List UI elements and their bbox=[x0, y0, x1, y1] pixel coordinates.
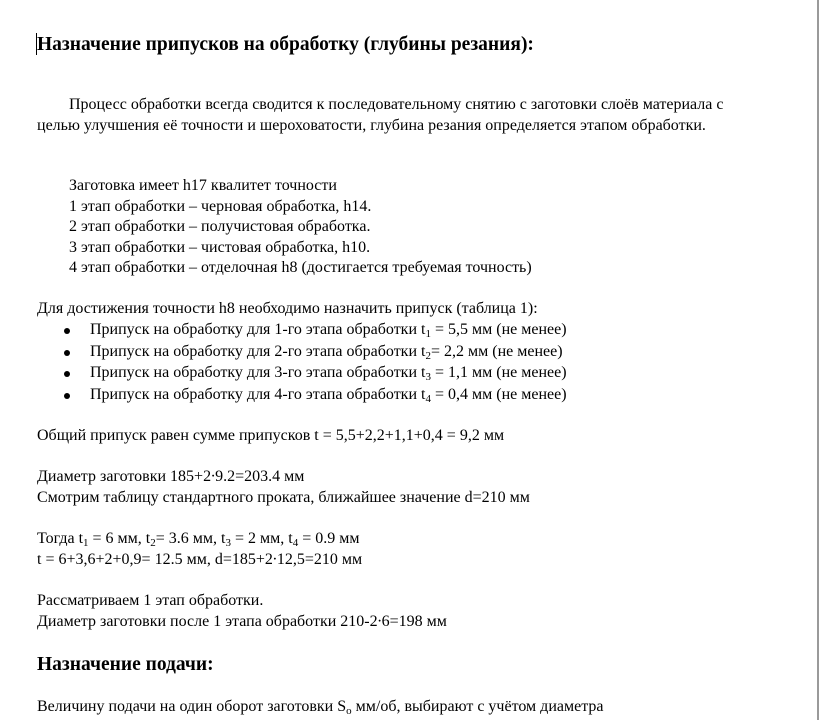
bullet-subscript: 1 bbox=[425, 328, 431, 340]
bullet-subscript: 2 bbox=[425, 349, 431, 362]
intro-paragraph bbox=[37, 95, 757, 136]
stage-blank: Заготовка имеет h17 квалитет точности bbox=[69, 177, 337, 194]
bullet-value: = 1,1 мм (не менее) bbox=[430, 364, 567, 381]
diameter-line-2: Смотрим таблицу стандартного проката, ближайшее значение d=210 мм bbox=[37, 488, 530, 506]
bullet-subscript: 3 bbox=[425, 371, 431, 383]
bullet-text: Припуск на обработку для 3-го этапа обработки t bbox=[90, 364, 426, 381]
bullet-item bbox=[37, 363, 567, 385]
diameter-block bbox=[37, 467, 530, 508]
bullet-dot-icon bbox=[64, 350, 70, 356]
stage-1: 1 этап обработки – черновая обработка, h14. bbox=[69, 197, 372, 215]
stages-list bbox=[69, 176, 532, 279]
allowance-intro: Для достижения точности h8 необходимо назначить припуск (таблица 1): bbox=[37, 300, 538, 317]
feed-subscript: o bbox=[346, 705, 352, 717]
bullet-dot-icon bbox=[64, 371, 70, 377]
allowance-bullet-list bbox=[37, 320, 567, 406]
adjusted-allowances bbox=[37, 529, 362, 570]
step-one-line-1: Рассматриваем 1 этап обработки. bbox=[37, 592, 264, 609]
adjusted-line-2: t = 6+3,6+2+0,9= 12.5 мм, d=185+2∙12,5=210 мм bbox=[37, 550, 363, 568]
section-heading-feed: Назначение подачи: bbox=[37, 654, 214, 675]
feed-text: Величину подачи на один оборот заготовки S bbox=[37, 698, 347, 715]
adjusted-line-1: Тогда $t_1 = 6$ мм, $t_2= 3.6$ мм, $t_3 = 2$ мм, $t_4 = 0.9$ мм bbox=[37, 530, 360, 549]
step-one-block bbox=[37, 591, 447, 632]
stage-4: 4 этап обработки – отделочная h8 (достигается требуемая точность) bbox=[69, 259, 532, 276]
step-one-line-2: Диаметр заготовки после 1 этапа обработки 210-2∙6=198 мм bbox=[37, 612, 447, 630]
bullet-item bbox=[37, 320, 567, 342]
bullet-text: Припуск на обработку для 2-го этапа обработки t bbox=[90, 342, 426, 360]
bullet-value: = 2,2 мм (не менее) bbox=[430, 342, 563, 360]
diameter-line-1: Диаметр заготовки 185+2∙9.2=203.4 мм bbox=[37, 468, 305, 485]
feed-text-end: мм/об, выбирают с учётом диаметра bbox=[351, 698, 604, 715]
bullet-item bbox=[37, 342, 567, 364]
section-heading-allowances: Назначение припусков на обработку (глубины резания): bbox=[37, 34, 534, 55]
total-allowance: Общий припуск равен сумме припусков t = 5,5+2,2+1,1+0,4 = 9,2 мм bbox=[37, 427, 505, 444]
bullet-dot-icon bbox=[64, 328, 70, 334]
intro-text: Процесс обработки всегда сводится к последовательному снятию с заготовки слоёв материала с целью улучшения её точности и шероховатости, глубина резания определяется этапом обработки. bbox=[37, 96, 724, 134]
bullet-dot-icon bbox=[64, 393, 70, 399]
bullet-value: = 5,5 мм (не менее) bbox=[430, 321, 567, 338]
bullet-item bbox=[37, 385, 567, 407]
stage-2: 2 этап обработки – получистовая обработка. bbox=[69, 218, 371, 235]
stage-3: 3 этап обработки – чистовая обработка, h10. bbox=[69, 238, 371, 256]
bullet-text: Припуск на обработку для 1-го этапа обработки t bbox=[90, 321, 426, 338]
feed-paragraph bbox=[37, 697, 604, 718]
bullet-value: = 0,4 мм (не менее) bbox=[430, 385, 567, 403]
bullet-subscript: 4 bbox=[425, 392, 431, 405]
bullet-text: Припуск на обработку для 4-го этапа обработки t bbox=[90, 385, 426, 403]
